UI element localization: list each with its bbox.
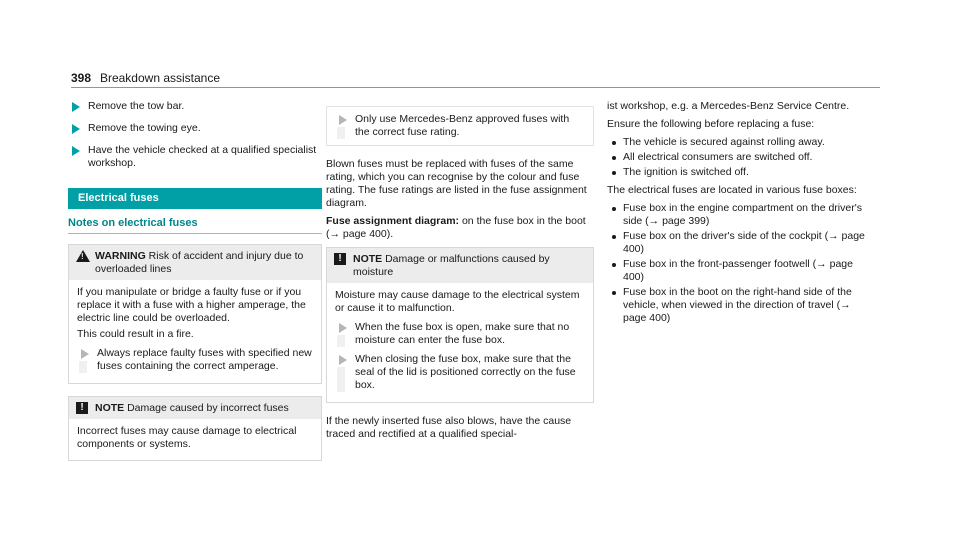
note-step — [335, 353, 585, 392]
warning-step — [77, 347, 313, 373]
list-item[interactable]: Fuse box on the driver's side of the cockpit (→ page 400) — [607, 230, 869, 256]
list-item: The vehicle is secured against rolling away. — [607, 136, 869, 149]
note-text: Incorrect fuses may cause damage to electrical components or systems. — [77, 425, 297, 450]
list-item[interactable]: Fuse box in the engine compartment on the driver's side (→ page 399) — [607, 202, 869, 228]
step-item — [335, 113, 585, 139]
note-title: Damage or malfunctions caused by moisture — [353, 253, 550, 278]
arrow-icon — [339, 355, 347, 365]
warning-box — [68, 244, 322, 384]
fuse-assignment-label: Fuse assignment diagram: — [326, 215, 460, 227]
paragraph: Ensure the following before replacing a fuse: — [607, 118, 815, 130]
note-label: NOTE — [353, 253, 383, 265]
note-title: Damage caused by incorrect fuses — [127, 402, 289, 414]
note-box — [68, 396, 322, 461]
warning-title: Risk of accident and injury due to overloaded lines — [95, 250, 304, 275]
step-text: Only use Mercedes-Benz approved fuses with the correct fuse rating. — [355, 113, 570, 138]
note-label: NOTE — [95, 402, 125, 414]
list-item[interactable]: Fuse box in the boot on the right-hand side of the vehicle, when viewed in the direction of travel (→ page 400) — [607, 286, 869, 325]
arrow-icon — [72, 102, 80, 112]
step-bar — [337, 367, 345, 392]
step-text: When closing the fuse box, make sure that the seal of the lid is positioned correctly on the fuse box. — [355, 353, 576, 391]
step-text: Always replace faulty fuses with specified new fuses containing the correct amperage. — [97, 347, 312, 372]
fuse-box-list — [607, 202, 869, 325]
approved-fuses-box — [326, 106, 594, 146]
subsection-title: Notes on electrical fuses — [68, 217, 322, 234]
step-item — [68, 144, 322, 170]
step-text: Have the vehicle checked at a qualified specialist workshop. — [88, 144, 317, 169]
paragraph: If the newly inserted fuse also blows, have the cause traced and rectified at a qualified special- — [326, 415, 572, 440]
step-item — [68, 122, 322, 135]
fuse-assignment-text[interactable]: on the fuse box in the boot (→ page 400). — [326, 215, 586, 240]
paragraph: The electrical fuses are located in various fuse boxes: — [607, 184, 857, 196]
list-item[interactable]: Fuse box in the front-passenger footwell (→ page 400) — [607, 258, 869, 284]
note-body — [327, 283, 593, 402]
step-bar — [337, 335, 345, 347]
warning-body — [69, 280, 321, 383]
section-title: Electrical fuses — [68, 188, 322, 209]
step-text: When the fuse box is open, make sure that no moisture can enter the fuse box. — [355, 321, 570, 346]
paragraph: ist workshop, e.g. a Mercedes-Benz Service Centre. — [607, 100, 850, 112]
note-icon: ! — [76, 402, 88, 414]
warning-text: This could result in a fire. — [77, 328, 194, 340]
section-name: Breakdown assistance — [99, 71, 221, 85]
warning-text: If you manipulate or bridge a faulty fuse or if you replace it with a fuse with a higher amperage, the electric line could be overloaded. — [77, 286, 306, 324]
step-text: Remove the towing eye. — [88, 122, 201, 134]
note-step — [335, 321, 585, 347]
page-header — [71, 72, 880, 86]
warning-label: WARNING — [95, 250, 146, 262]
header-divider — [71, 87, 880, 88]
note-header — [327, 248, 593, 283]
approved-fuses-body — [327, 107, 593, 145]
arrow-icon — [72, 146, 80, 156]
arrow-icon — [81, 349, 89, 359]
arrow-icon — [339, 323, 347, 333]
note-header — [69, 397, 321, 419]
note-text: Moisture may cause damage to the electrical system or cause it to malfunction. — [335, 289, 580, 314]
note-box — [326, 247, 594, 403]
column-3 — [607, 100, 869, 330]
warning-icon — [76, 250, 90, 262]
step-item — [68, 100, 322, 113]
arrow-icon — [72, 124, 80, 134]
step-text: Remove the tow bar. — [88, 100, 185, 112]
column-1 — [68, 100, 322, 473]
column-2 — [326, 100, 594, 446]
step-bar — [337, 127, 345, 139]
arrow-icon — [339, 115, 347, 125]
fuse-assignment — [326, 215, 594, 241]
paragraph: Blown fuses must be replaced with fuses of the same rating, which you can recognise by the colour and fuse rating. The fuse ratings are listed in the fuse assignment diagram. — [326, 158, 587, 209]
ensure-list — [607, 136, 869, 179]
note-body — [69, 419, 321, 460]
list-item: The ignition is switched off. — [607, 166, 869, 179]
step-bar — [79, 361, 87, 373]
note-icon: ! — [334, 253, 346, 265]
warning-header — [69, 245, 321, 280]
list-item: All electrical consumers are switched off. — [607, 151, 869, 164]
page-number: 398 — [71, 71, 92, 85]
